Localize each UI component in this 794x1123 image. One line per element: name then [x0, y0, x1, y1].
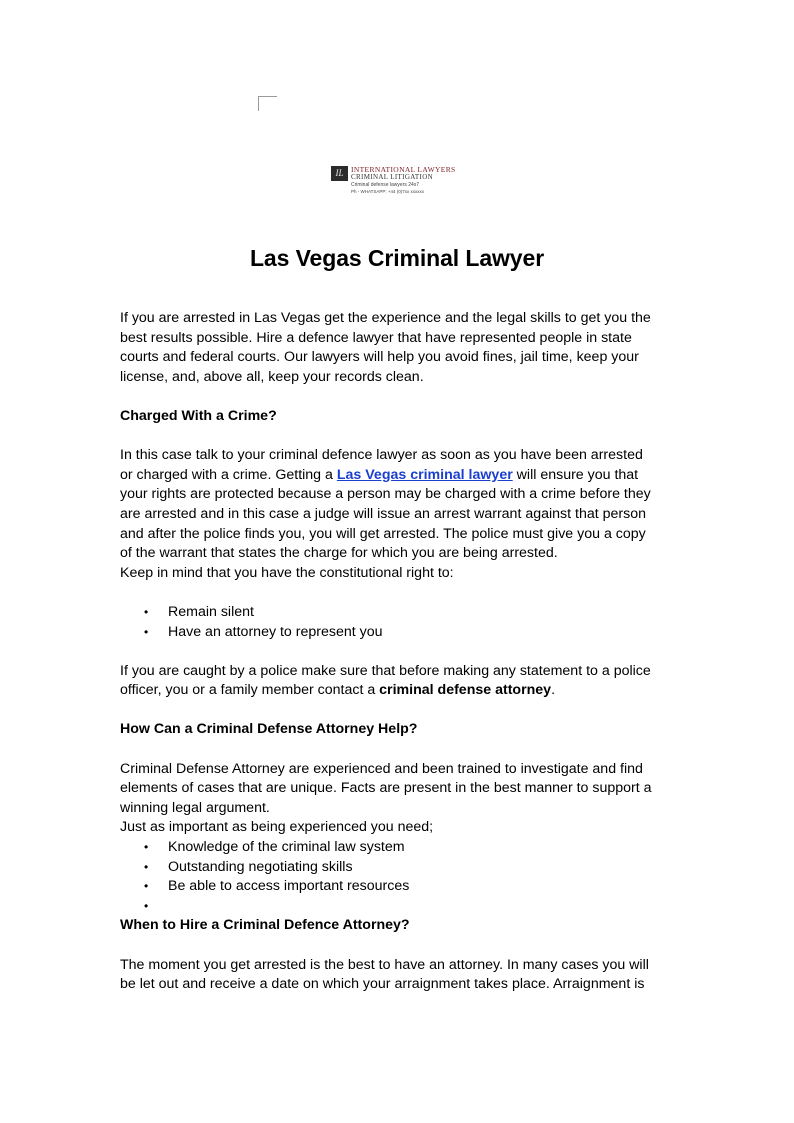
- logo-tagline: Criminal defense lawyers 24x7: [351, 182, 420, 188]
- crop-mark: [258, 96, 277, 111]
- body-line: be let out and receive a date on which your arraignment takes place. Arraignment is: [120, 976, 645, 993]
- list-item: • Be able to access important resources: [120, 877, 676, 897]
- body-line: winning legal argument.: [120, 799, 270, 816]
- section-heading-charged: Charged With a Crime?: [120, 407, 277, 424]
- body-line: In this case talk to your criminal defence lawyer as soon as you have been arrested: [120, 447, 643, 464]
- las-vegas-criminal-lawyer-link[interactable]: Las Vegas criminal lawyer: [336, 466, 513, 483]
- bullet-icon: •: [144, 840, 149, 855]
- intro-line: courts and federal courts. Our lawyers will help you avoid fines, jail time, keep your: [120, 349, 639, 366]
- body-line: your rights are protected because a person may be charged with a crime before they: [120, 486, 651, 503]
- bullet-icon: •: [144, 624, 149, 639]
- bullet-icon: •: [144, 879, 149, 894]
- skills-list: [120, 838, 676, 916]
- logo-subtitle: CRIMINAL LITIGATION: [351, 173, 434, 181]
- text-segment: .: [551, 682, 556, 699]
- body-line: Criminal Defense Attorney are experienced and been trained to investigate and find: [120, 760, 643, 777]
- rights-list: [120, 603, 676, 642]
- body-line: of the warrant that states the charge for which you are being arrested.: [120, 545, 558, 562]
- text-segment: will ensure you that: [512, 466, 639, 483]
- section-heading-when-hire: When to Hire a Criminal Defence Attorney?: [120, 917, 410, 934]
- company-logo: [331, 164, 463, 204]
- logo-contact: Ph - WHATSAPP: +44 (0)7xx xxxxxx: [351, 189, 425, 194]
- list-item: • Knowledge of the criminal law system: [120, 838, 676, 858]
- body-line: Keep in mind that you have the constitutional right to:: [120, 564, 454, 581]
- document-body: [120, 309, 676, 995]
- list-item: • Have an attorney to represent you: [120, 623, 676, 643]
- list-item: • Outstanding negotiating skills: [120, 858, 676, 878]
- body-line: and after the police finds you, you will get arrested. The police must give you a copy: [120, 525, 646, 542]
- body-line: elements of cases that are unique. Facts are present in the best manner to support a: [120, 780, 652, 797]
- body-line: Just as important as being experienced you need;: [120, 819, 434, 836]
- body-line-with-bold: [120, 681, 676, 701]
- list-item: • Remain silent: [120, 603, 676, 623]
- body-line: If you are caught by a police make sure that before making any statement to a police: [120, 662, 651, 679]
- body-line-with-link: [120, 466, 676, 486]
- page-title: Las Vegas Criminal Lawyer: [249, 245, 545, 271]
- criminal-defense-attorney-emphasis: criminal defense attorney: [379, 682, 552, 699]
- body-line: are arrested and in this case a judge will issue an arrest warrant against that person: [120, 505, 647, 522]
- body-line: The moment you get arrested is the best to have an attorney. In many cases you will: [120, 956, 649, 973]
- logo-mark-icon: IL: [331, 166, 348, 181]
- bullet-icon: •: [144, 604, 149, 619]
- intro-line: best results possible. Hire a defence lawyer that have represented people in state: [120, 329, 632, 346]
- intro-line: license, and, above all, keep your records clean.: [120, 368, 424, 385]
- text-segment: or charged with a crime. Getting a: [120, 466, 337, 483]
- list-item: [120, 897, 676, 917]
- bullet-icon: •: [144, 898, 149, 913]
- logo-title: INTERNATIONAL LAWYERS: [351, 165, 456, 174]
- intro-line: If you are arrested in Las Vegas get the experience and the legal skills to get you the: [120, 310, 651, 326]
- bullet-icon: •: [144, 859, 149, 874]
- section-heading-how-help: How Can a Criminal Defense Attorney Help?: [120, 721, 418, 738]
- text-segment: officer, you or a family member contact a: [120, 682, 380, 699]
